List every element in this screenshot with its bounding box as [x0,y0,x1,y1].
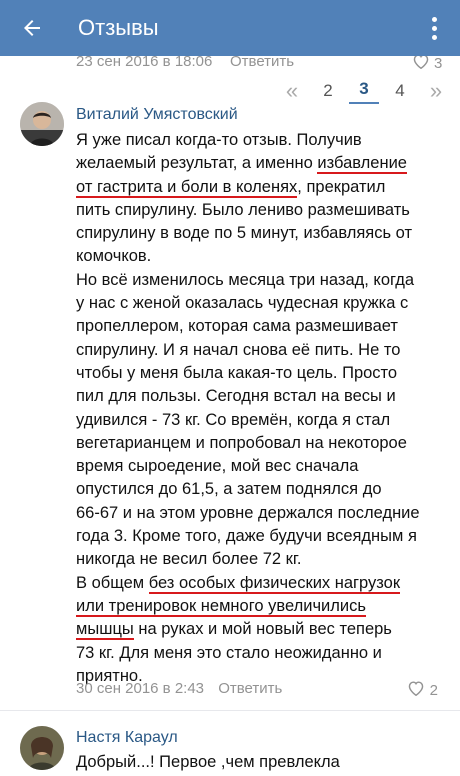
text-span: на руках и мой новый вес теперь [133,620,392,639]
text-line [76,152,454,175]
more-dot [432,35,437,40]
back-button[interactable] [0,0,64,56]
text-line: время сыроедение, мой вес сначала [76,457,359,476]
pagination [274,72,454,110]
comment-text: Добрый...! Первое ,чем превлекла [76,753,340,771]
text-line: пропеллером, которая сама размешивает [76,317,398,336]
text-line [76,595,454,618]
highlighted-text: избавление [317,154,407,173]
text-line [76,572,454,595]
text-line: у нас с женой оказалась чудесная кружка с [76,294,409,313]
page-title: Отзывы [78,15,159,40]
heart-icon [412,56,430,73]
avatar[interactable] [20,726,64,770]
text-span: желаемый результат, а именно [76,154,318,173]
text-line: спирулину. И я начал снова её пить. Не то [76,340,401,359]
like-count: 3 [434,56,443,72]
text-line: чтобы у меня была какая-то цель. Просто [76,363,398,382]
text-span: В общем [76,573,149,592]
reply-link[interactable]: Ответить [218,680,283,697]
more-dot [432,26,437,31]
text-span: , прекратил [297,177,386,196]
more-menu-button[interactable] [424,14,444,42]
highlighted-text: мышцы [76,620,134,639]
comment-author[interactable]: Настя Караул [76,729,178,746]
pager-next[interactable]: » [429,78,443,103]
text-line: вегетарианцем и попробовал на некоторое [76,433,407,452]
text-line: опустился до 61,5, а затем поднялся до [76,480,382,499]
text-line: спирулину в воде по 5 минут, избавляясь от [76,224,413,243]
comment-date: 30 сен 2016 в 2:43 [76,680,205,697]
top-bar [0,0,460,56]
text-line [76,618,454,641]
comment-author[interactable]: Виталий Умястовский [76,106,238,123]
text-line: никогда не весил более 72 кг. [76,550,302,569]
heart-icon [407,680,425,700]
like-button[interactable] [412,56,442,73]
text-line: года 3. Кроме того, даже будучи всеядным я [76,527,417,546]
highlighted-text: или тренировок немного увеличились [76,596,366,615]
text-line: 73 кг. Для меня это стало неожиданно и [76,643,382,662]
comment-meta [76,680,454,697]
like-count: 2 [429,681,438,699]
text-line: приятно. [76,666,143,685]
pager-page[interactable]: 2 [323,81,333,100]
pager-prev[interactable]: « [285,78,299,103]
text-line: Но всё изменилось месяца три назад, когда [76,270,415,289]
text-line: комочков. [76,247,152,266]
pager-page-active[interactable]: 3 [349,79,379,104]
like-button[interactable] [407,680,438,700]
text-line: Я уже писал когда-то отзыв. Получив [76,131,362,149]
comment-text [76,129,454,688]
more-dot [432,17,437,22]
arrow-left-icon [20,16,44,40]
highlighted-text: без особых физических нагрузок [148,573,401,592]
avatar[interactable] [20,102,64,146]
comment-date: 23 сен 2016 в 18:06 [76,56,213,70]
text-line: пить спирулину. Было лениво размешивать [76,200,410,219]
pager-page[interactable]: 4 [395,81,405,100]
text-line: удивился - 73 кг. Со времён, когда я стал [76,410,391,429]
text-line: 66-67 и на этом уровне держался последние [76,503,420,522]
highlighted-text: от гастрита и боли в коленях [76,177,298,196]
divider [0,710,460,711]
text-line: пил для пользы. Сегодня встал на весы и [76,387,396,406]
text-line [76,176,454,199]
reply-link[interactable]: Ответить [230,56,295,70]
